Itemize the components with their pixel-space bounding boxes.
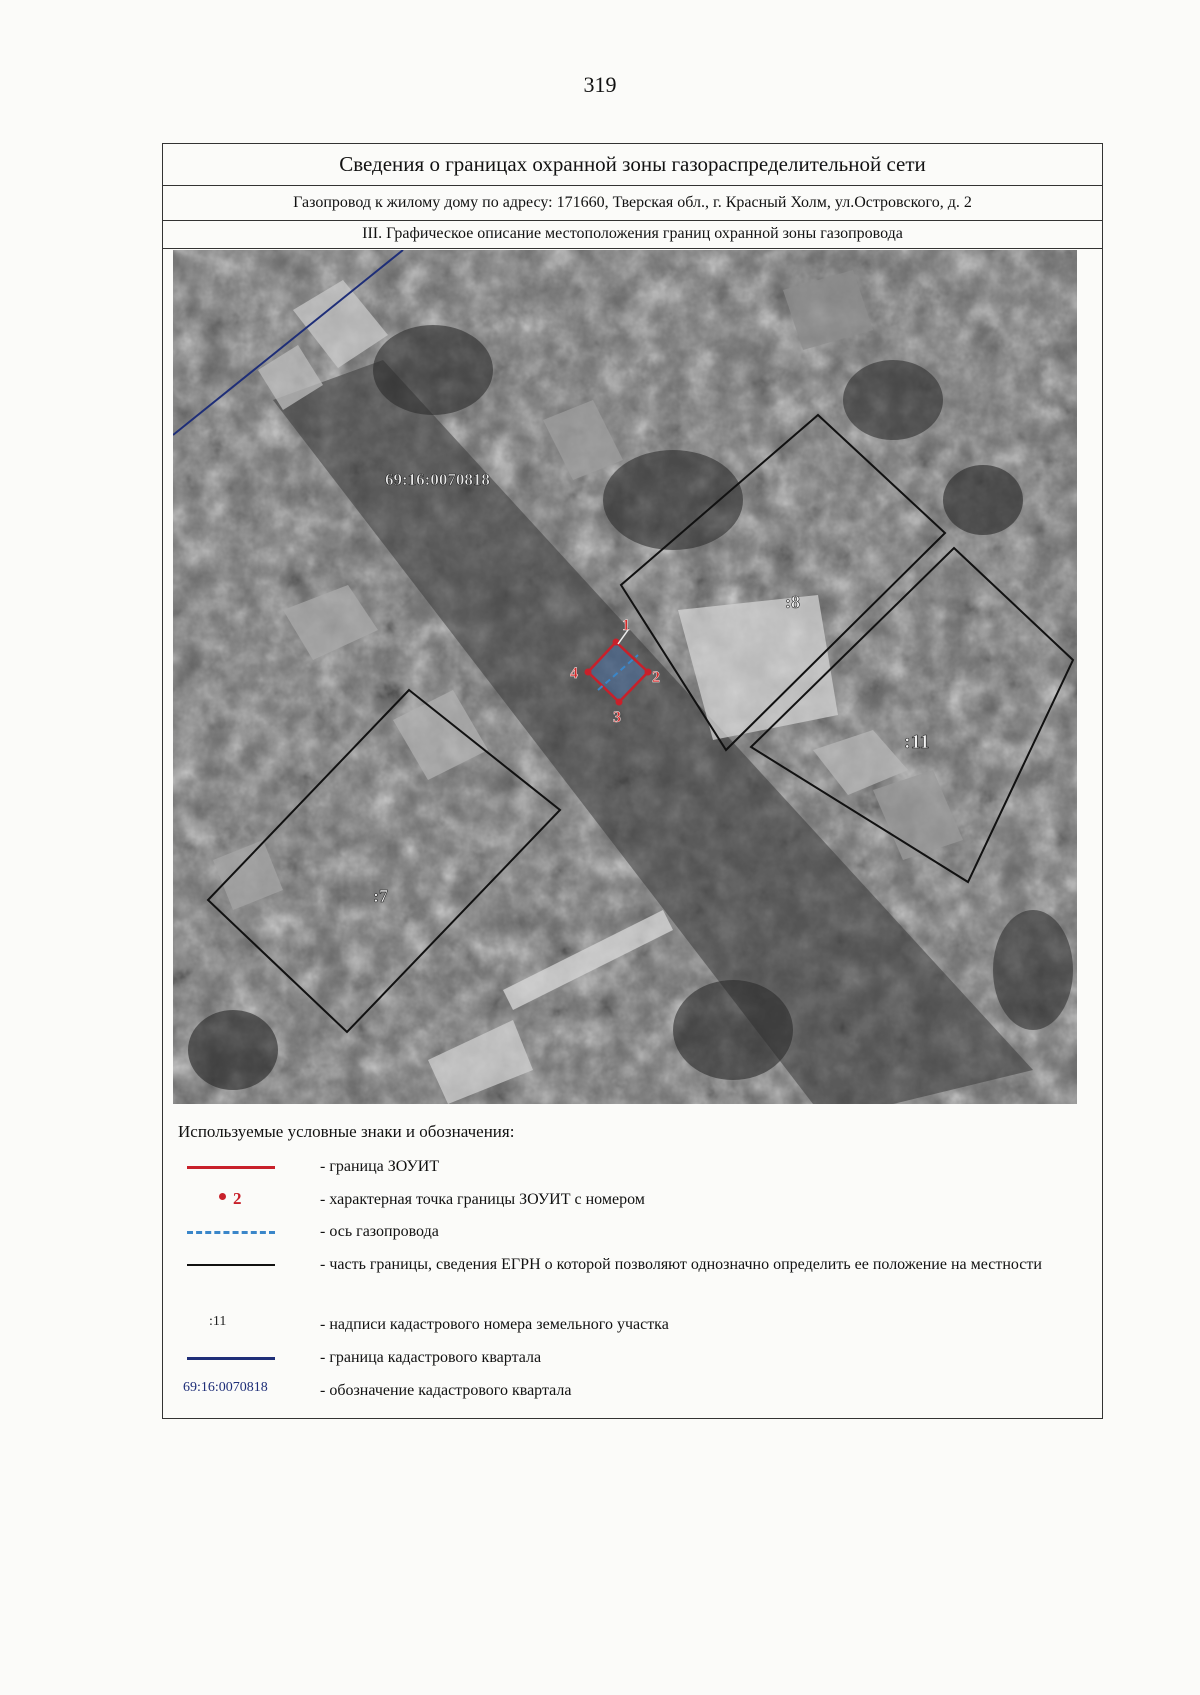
legend-text: - надписи кадастрового номера земельного участка: [320, 1316, 669, 1333]
legend-text: - часть границы, сведения ЕГРН о которой позволяют однозначно определить ее положение на местности: [320, 1256, 1042, 1273]
legend-symbol-label: :11: [209, 1314, 227, 1329]
legend-symbol-red-line: [183, 1154, 283, 1182]
point-label-1: 1: [622, 617, 630, 634]
schema-frame: [162, 143, 1103, 1419]
page-number: 319: [583, 72, 617, 97]
aerial-map[interactable]: [173, 250, 1077, 1104]
document-title: Сведения о границах охранной зоны газораспределительной сети: [163, 144, 1102, 186]
legend-symbol-red-dot: [183, 1187, 283, 1215]
legend-symbol-navy-line: [183, 1345, 283, 1373]
point-label-4: 4: [570, 665, 578, 682]
zone-point-3: [616, 699, 623, 706]
legend-symbol-blue-dashed-line: [183, 1219, 283, 1247]
legend-symbol-blue-text: [183, 1378, 283, 1406]
parcel-label-8: :8: [785, 592, 800, 612]
legend-symbol-label: 2: [233, 1189, 242, 1208]
legend-text: - граница кадастрового квартала: [320, 1349, 542, 1366]
quarter-label: 69:16:0070818: [385, 470, 490, 489]
zone-point-4: [585, 669, 592, 676]
legend-text: - граница ЗОУИТ: [320, 1158, 440, 1175]
point-label-3: 3: [613, 709, 621, 726]
parcel-label-11: :11: [904, 731, 930, 753]
legend-symbol-text: [183, 1312, 283, 1340]
section-title: III. Графическое описание местоположения границ охранной зоны газопровода: [163, 221, 1102, 249]
legend-symbol-black-line: [183, 1252, 283, 1280]
legend-text: - обозначение кадастрового квартала: [320, 1382, 572, 1399]
legend-title: Используемые условные знаки и обозначения:: [178, 1122, 515, 1141]
zone-point-2: [645, 669, 652, 676]
parcel-label-7: :7: [373, 886, 388, 906]
legend-text: - ось газопровода: [320, 1223, 439, 1240]
zone-point-1: [613, 639, 620, 646]
object-description: Газопровод к жилому дому по адресу: 171660, Тверская обл., г. Красный Холм, ул.Островского, д. 2: [163, 186, 1102, 221]
legend-symbol-label: 69:16:0070818: [183, 1380, 268, 1395]
legend-text: - характерная точка границы ЗОУИТ с номером: [320, 1191, 645, 1208]
point-label-2: 2: [652, 669, 660, 686]
map-canvas: [173, 250, 1077, 1104]
